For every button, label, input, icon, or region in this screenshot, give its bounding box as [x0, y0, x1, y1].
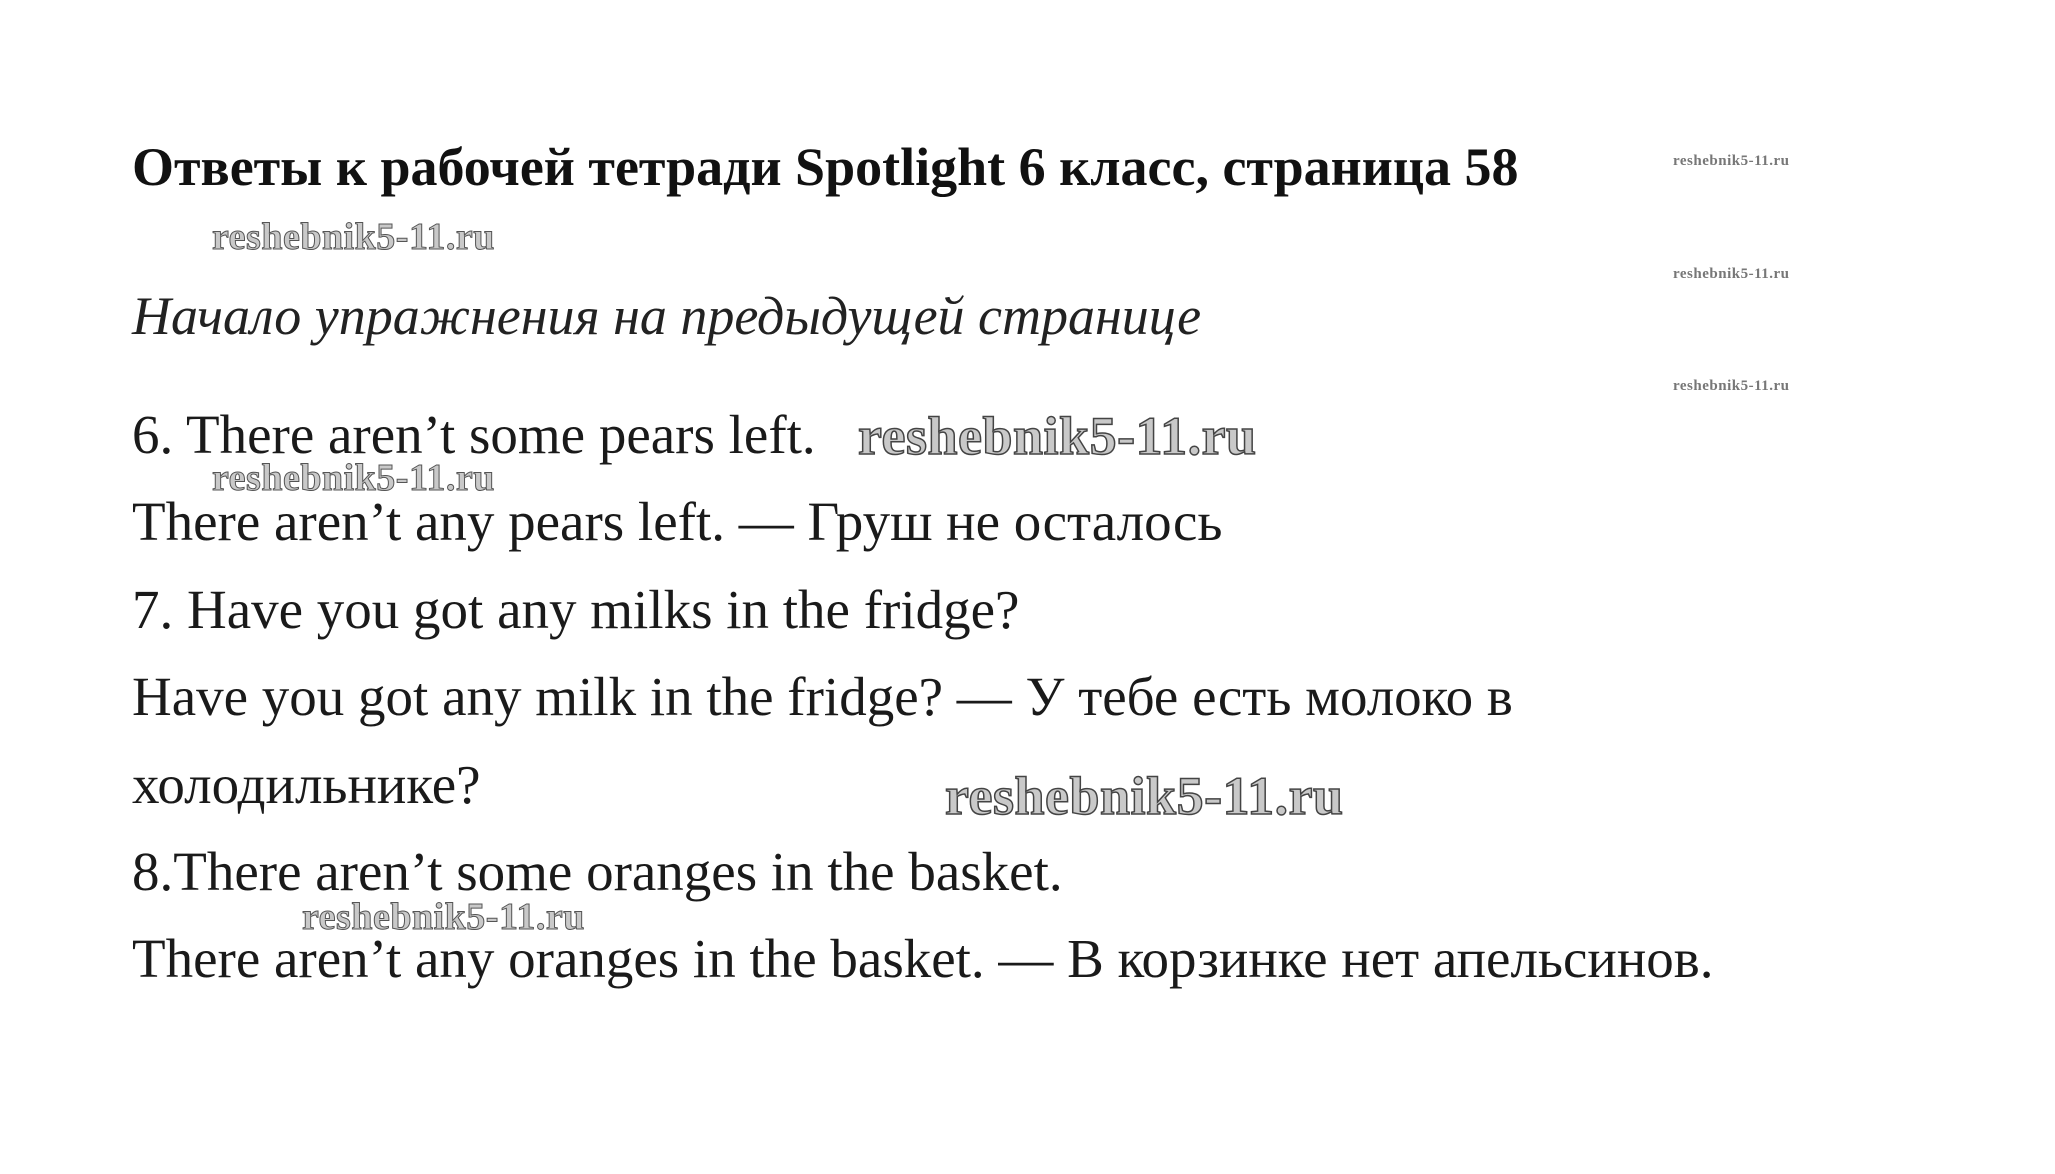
watermark-large: reshebnik5-11.ru [945, 766, 1344, 826]
answer-line-6-corrected: There aren’t any pears left. — Груш не осталось [132, 491, 1223, 552]
watermark-medium: reshebnik5-11.ru [212, 216, 495, 258]
answer-line-7-corrected: Have you got any milk in the fridge? — У тебе есть молоко в [132, 666, 1513, 727]
answer-line-7-continued: холодильнике? [132, 754, 481, 815]
watermark-small: reshebnik5-11.ru [1673, 266, 1790, 282]
watermark-medium: reshebnik5-11.ru [212, 457, 495, 499]
answer-line-8-original: 8.There aren’t some oranges in the basket. [132, 841, 1063, 902]
answer-line-7-original: 7. Have you got any milks in the fridge? [132, 579, 1020, 640]
page-title: Ответы к рабочей тетради Spotlight 6 класс, страница 58 [132, 137, 1519, 197]
watermark-small: reshebnik5-11.ru [1673, 378, 1790, 394]
watermark-medium: reshebnik5-11.ru [302, 896, 585, 938]
watermark-small: reshebnik5-11.ru [1673, 153, 1790, 169]
answer-line-6-original: 6. There aren’t some pears left. [132, 404, 816, 465]
answer-line-8-corrected: There aren’t any oranges in the basket. — В корзинке нет апельсинов. [132, 928, 1714, 989]
exercise-note: Начало упражнения на предыдущей странице [132, 286, 1202, 346]
watermark-large: reshebnik5-11.ru [858, 406, 1257, 466]
